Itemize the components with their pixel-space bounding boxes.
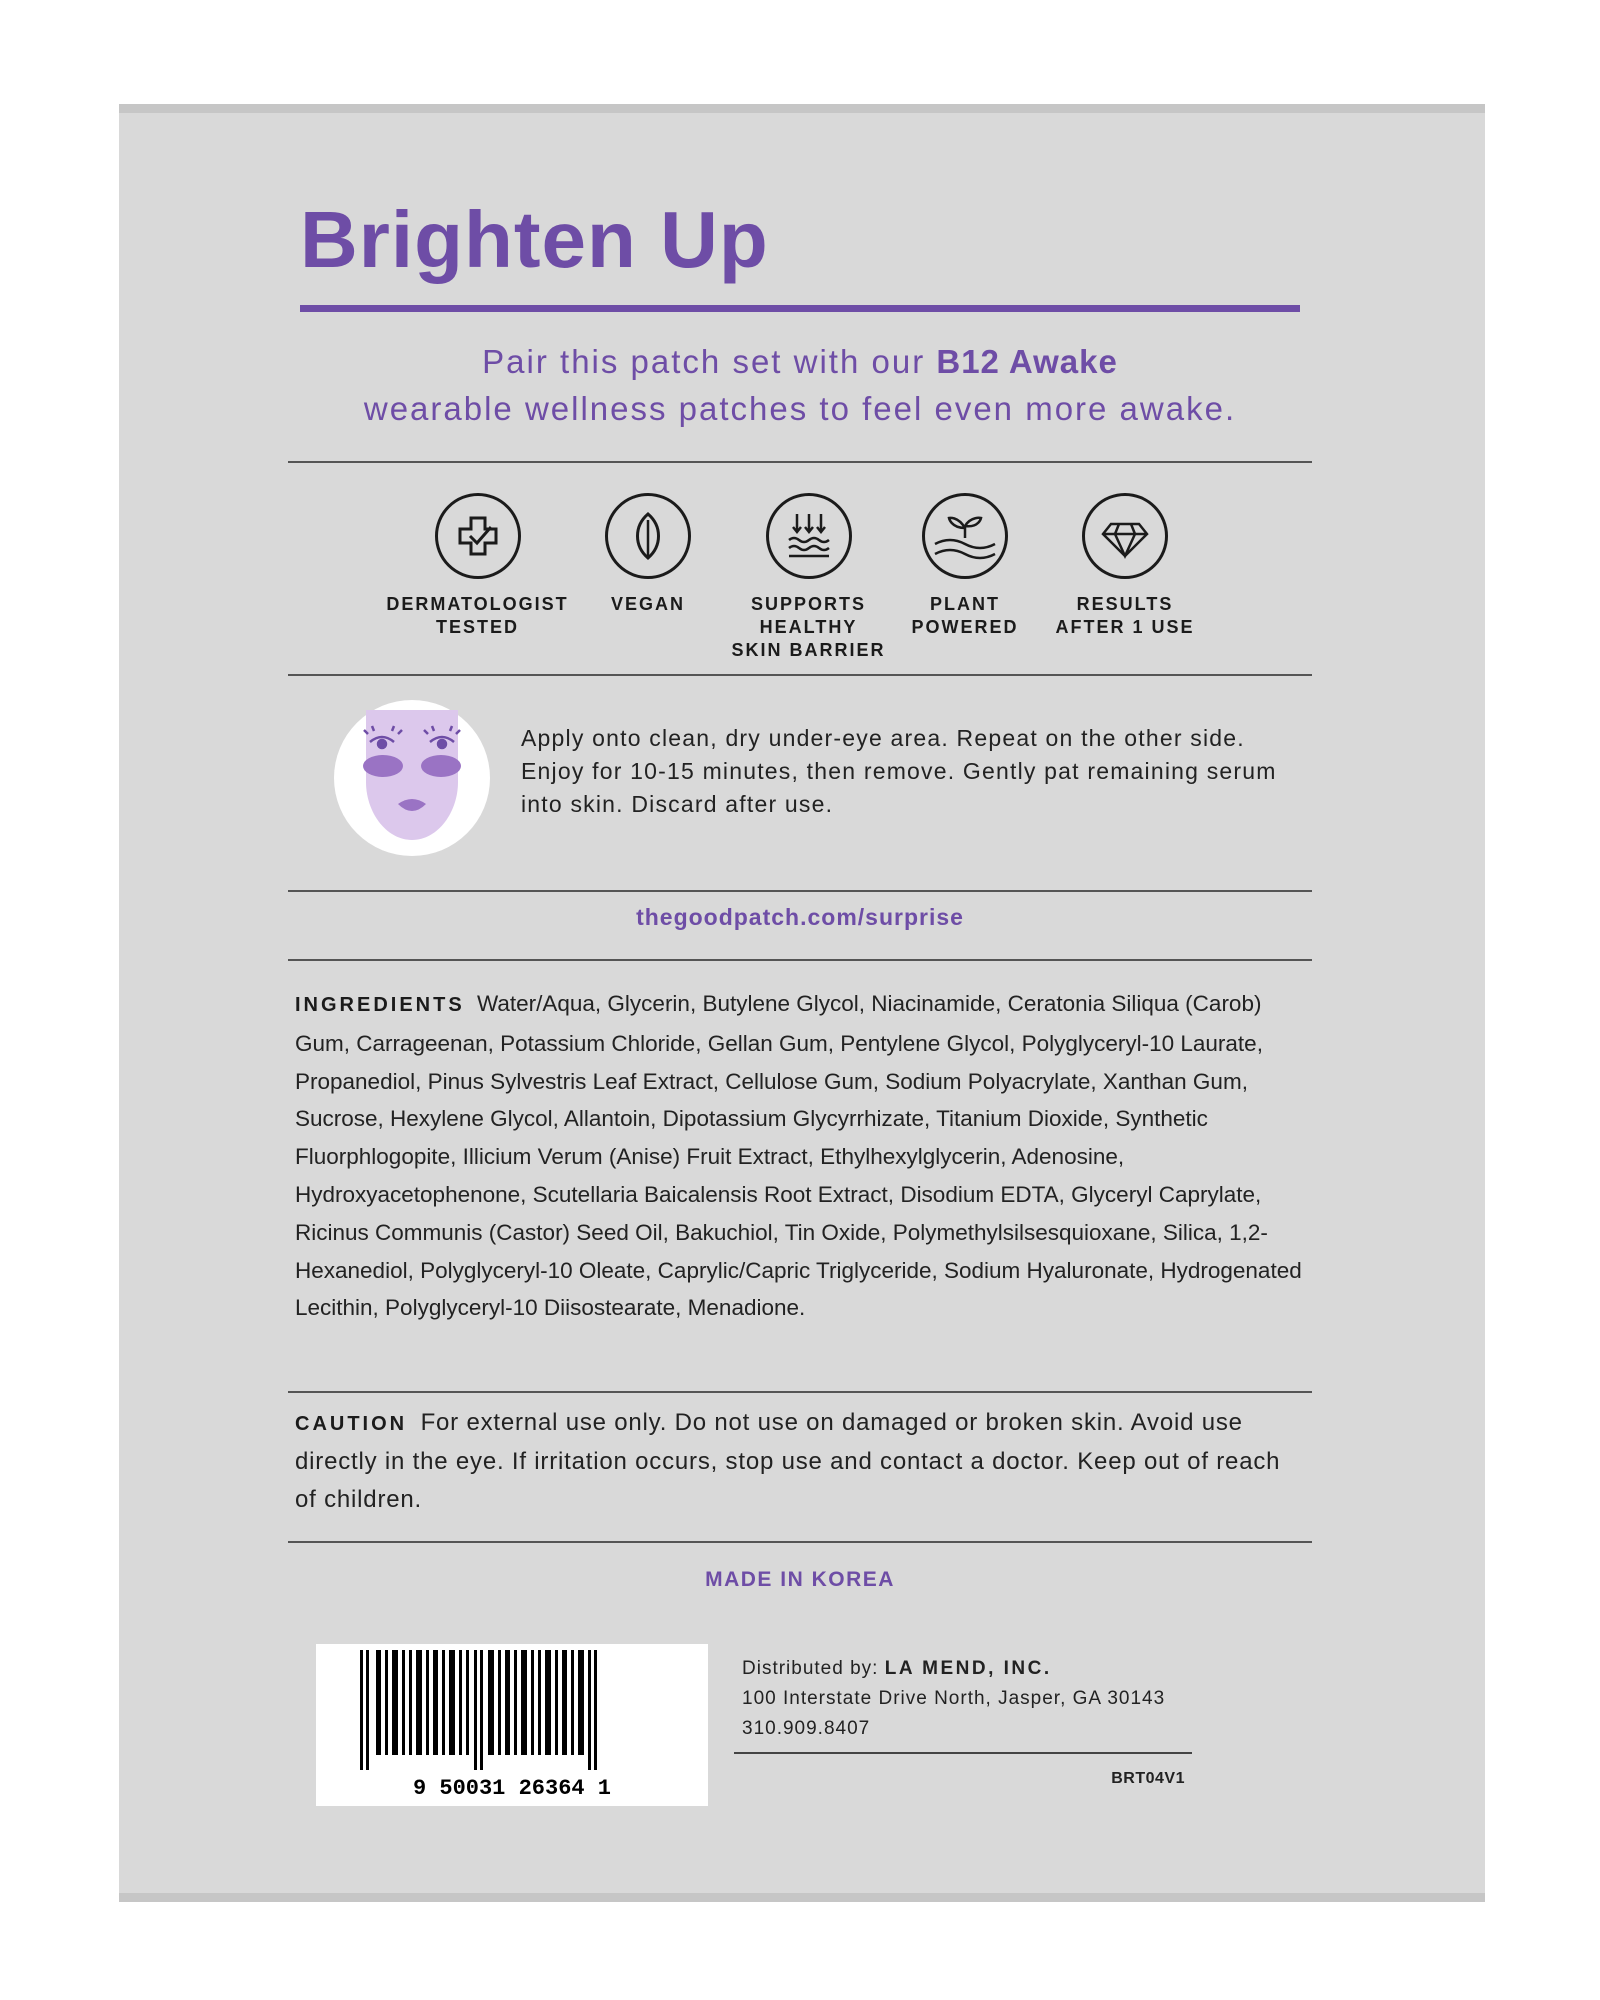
pairing-note: [300, 338, 1300, 432]
product-code: BRT04V1: [1111, 1770, 1185, 1787]
title-underline: [300, 305, 1300, 312]
divider: [734, 1752, 1192, 1754]
badge-results: [1040, 493, 1210, 639]
barcode-number: 9 50031 26364 1: [412, 1776, 612, 1801]
badge-label: VEGAN: [610, 594, 685, 614]
distributor-info: [742, 1654, 1202, 1744]
divider: [288, 461, 1312, 463]
distributor-prefix: Distributed by:: [742, 1658, 885, 1679]
barcode: [316, 1644, 708, 1806]
badge-plant-powered: [900, 493, 1030, 639]
caution-text: For external use only. Do not use on damaged or broken skin. Avoid use directly in the eye. If irritation occurs, stop use and contact a doctor. Keep out of reach of children.: [295, 1409, 1281, 1513]
ingredients-heading: INGREDIENTS: [295, 994, 465, 1016]
badge-label: PLANT POWERED: [911, 594, 1019, 637]
badge-label: SUPPORTS HEALTHY SKIN BARRIER: [731, 594, 886, 660]
badge-label: DERMATOLOGIST TESTED: [386, 594, 569, 637]
badge-vegan: [598, 493, 698, 616]
badge-label: RESULTS AFTER 1 USE: [1055, 594, 1195, 637]
badge-dermatologist-tested: [380, 493, 575, 639]
barcode-bars: [316, 1644, 708, 1806]
diamond-icon: [1085, 496, 1165, 576]
pairing-note-prefix: Pair this patch set with our: [482, 343, 937, 380]
leaf-icon: [608, 496, 688, 576]
caution-heading: CAUTION: [295, 1413, 408, 1435]
divider: [288, 1391, 1312, 1393]
badge-skin-barrier: [726, 493, 891, 662]
ingredients-list: Water/Aqua, Glycerin, Butylene Glycol, Niacinamide, Ceratonia Siliqua (Carob) Gum, Carrageenan, Potassium Chloride, Gellan Gum, Pentylene Glycol, Polyglyceryl-10 Laurate, Propanediol, Pinus Sylvestris Leaf Extract, Cellulose Gum, Sodium Polyacrylate, Xanthan Gum, Sucrose, Hexylene Glycol, Allantoin, Dipotassium Glycyrrhizate, Titanium Dioxide, Synthetic Fluorphlogopite, Illicium Verum (Anise) Fruit Extract, Ethylhexylglycerin, Adenosine, Hydroxyacetophenone, Scutellaria Baicalensis Root Extract, Disodium EDTA, Glyceryl Caprylate, Ricinus Communis (Castor) Seed Oil, Bakuchiol, Tin Oxide, Polymethylsilsesquioxane, Silica, 1,2-Hexanediol, Polyglyceryl-10 Oleate, Caprylic/Capric Triglyceride, Sodium Hyaluronate, Hydrogenated Lecithin, Polyglyceryl-10 Diisostearate, Menadione.: [295, 991, 1302, 1321]
divider: [288, 1541, 1312, 1543]
divider: [288, 890, 1312, 892]
divider: [288, 674, 1312, 676]
distributor-phone: 310.909.8407: [742, 1718, 871, 1739]
feature-badges: [380, 493, 1220, 673]
divider: [288, 959, 1312, 961]
shield-check-icon: [438, 496, 518, 576]
face-illustration: [334, 700, 490, 856]
face-with-eye-patches-icon: [334, 700, 490, 856]
directions-text: Apply onto clean, dry under-eye area. Repeat on the other side. Enjoy for 10-15 minutes, then remove. Gently pat remaining serum into skin. Discard after use.: [521, 725, 1277, 817]
country-of-origin: MADE IN KOREA: [705, 1568, 895, 1591]
sprout-icon: [925, 496, 1005, 576]
distributor-address: 100 Interstate Drive North, Jasper, GA 30143: [742, 1688, 1166, 1709]
caution-block: [295, 1404, 1305, 1519]
distributor-name: LA MEND, INC.: [884, 1658, 1052, 1679]
pairing-product: B12 Awake: [936, 343, 1118, 380]
skin-barrier-arrows-icon: [769, 496, 849, 576]
website-link[interactable]: thegoodpatch.com/surprise: [636, 904, 964, 930]
pairing-note-line2: wearable wellness patches to feel even more awake.: [363, 390, 1237, 427]
ingredients-block: [295, 985, 1305, 1327]
page-title: Brighten Up: [300, 195, 769, 284]
